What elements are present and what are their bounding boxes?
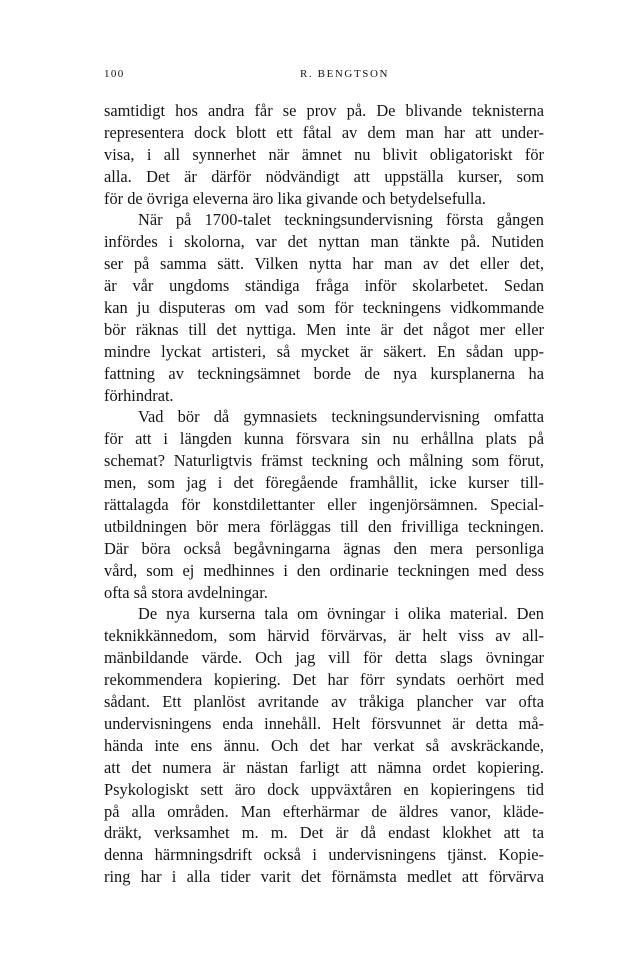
text-line: är vår ungdoms ständiga fråga inför skolarbetet. Sedan xyxy=(104,276,544,296)
text-line: ring har i alla tider varit det förnämsta medlet att förvärva xyxy=(104,867,544,887)
text-line: ofta så stora avdelningar. xyxy=(104,582,268,602)
text-line: mindre lyckat artisteri, så mycket är säkert. En sådan upp- xyxy=(104,341,544,361)
text-line: representera dock blott ett fåtal av dem man har att under- xyxy=(104,122,544,142)
body-text xyxy=(104,100,544,888)
text-line: schemat? Naturligtvis främst teckning och målning som förut, xyxy=(104,451,544,471)
text-line: att det numera är nästan farligt att nämna ordet kopiering. xyxy=(104,757,544,777)
text-line: samtidigt hos andra får se prov på. De blivande teknisterna xyxy=(104,101,544,120)
text-line: sådant. Ett planlöst avritande av tråkiga plancher var ofta xyxy=(104,692,544,712)
running-header xyxy=(104,68,544,84)
text-line: De nya kurserna tala om övningar i olika material. Den xyxy=(138,604,544,624)
text-line: mänbildande värde. Och jag vill för detta slags övningar xyxy=(104,648,544,668)
text-line: undervisningens enda innehåll. Helt försvunnet är detta må- xyxy=(104,713,544,733)
text-line: Där böra också begåvningarna ägnas den mera personliga xyxy=(104,538,544,558)
text-line: hända inte ens ännu. Och det har verkat så avskräckande, xyxy=(104,735,544,755)
text-line: för att i längden kunna försvara sin nu erhållna plats på xyxy=(104,429,544,449)
text-line: för de övriga eleverna äro lika givande och betydelsefulla. xyxy=(104,188,486,208)
page-number: 100 xyxy=(104,68,125,80)
text-line: denna härmningsdrift också i undervisningens tjänst. Kopie- xyxy=(104,845,544,865)
text-line: visa, i all synnerhet när ämnet nu blivit obligatoriskt för xyxy=(104,144,544,164)
text-line: vård, som ej medhinnes i den ordinarie teckningen med dess xyxy=(104,560,544,580)
text-line: på alla områden. Man efterhärmar de äldres vanor, kläde- xyxy=(104,801,544,821)
text-line: kan ju disputeras om vad som för teckningens vidkommande xyxy=(104,298,544,318)
text-line: rekommendera kopiering. Det har förr syndats oerhört med xyxy=(104,670,544,690)
text-line: infördes i skolorna, var det nyttan man tänkte på. Nutiden xyxy=(104,232,544,252)
text-line: dräkt, verksamhet m. m. Det är då endast klokhet att ta xyxy=(104,823,544,843)
text-line: alla. Det är därför nödvändigt att uppställa kurser, som xyxy=(104,166,544,186)
text-line: rättalagda för konstdilettanter eller ingenjörsämnen. Special- xyxy=(104,495,544,515)
text-line: Psykologiskt sett äro dock uppväxtåren en kopieringens tid xyxy=(104,779,544,799)
text-line: Vad bör då gymnasiets teckningsundervisning omfatta xyxy=(138,407,544,427)
text-line: ser på samma sätt. Vilken nytta har man av det eller det, xyxy=(104,254,544,274)
text-line: bör räknas till det nyttiga. Men inte är det något mer eller xyxy=(104,319,544,339)
text-line: förhindrat. xyxy=(104,385,174,405)
text-line: fattning av teckningsämnet borde de nya kursplanerna ha xyxy=(104,363,544,383)
text-line: teknikkännedom, som härvid förvärvas, är helt viss av all- xyxy=(104,626,544,646)
text-line: När på 1700-talet teckningsundervisning första gången xyxy=(138,210,544,230)
text-line: utbildningen bör mera förläggas till den frivilliga teckningen. xyxy=(104,516,544,536)
running-title: R. BENGTSON xyxy=(300,68,390,80)
text-line: men, som jag i det föregående framhållit, icke kurser till- xyxy=(104,473,544,493)
